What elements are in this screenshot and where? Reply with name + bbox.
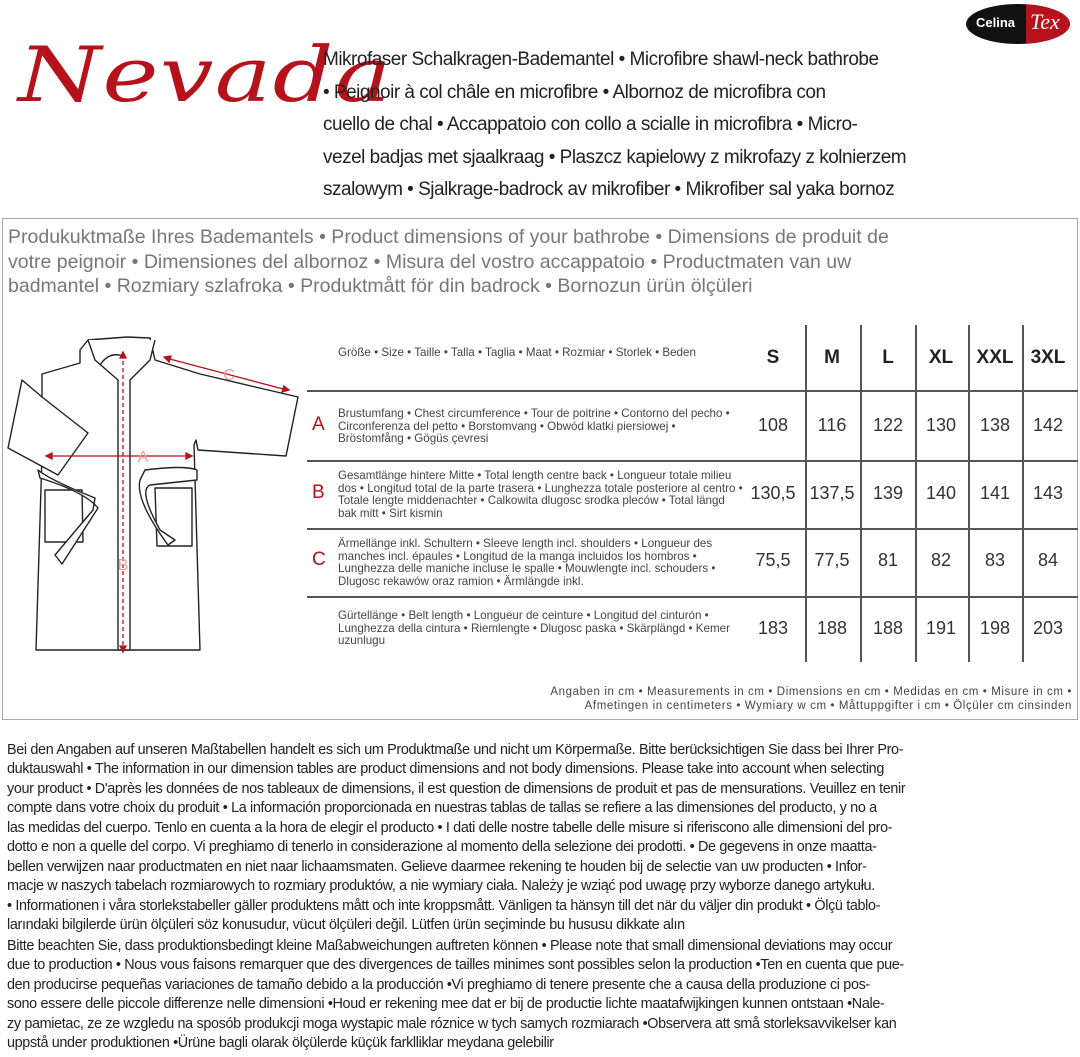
text-line: Mikrofaser Schalkragen-Bademantel • Microfibre shawl-neck bathrobe: [323, 49, 879, 70]
text-line: sono essere delle piccole differenze nelle dimensioni •Houd er rekening mee dat er bij de productie lichte maatafwijkingen kunnen ontstaan •Nale-: [7, 996, 885, 1013]
size-header-s: S: [766, 347, 780, 368]
row-letter-a: A: [312, 414, 325, 435]
text-line: Afmetingen in centimeters • Wymiary w cm • Måttuppgifter i cm • Ölçüler cm cinsinden: [584, 699, 1072, 712]
text-line: due to production • Nous vous faisons remarquer que des divergences de tailles minimes sont possibles selon la production •Ten en cuenta que pue-: [7, 957, 904, 974]
text-line: • Informationen i våra storlekstabeller gäller produktens mått och inte kroppsmått. Vänligen ta hänsyn till det när du väljer din produkt • Ölçü tablo-: [7, 897, 881, 914]
text-line: your product • D'après les données de nos tableaux de dimensions, il est question de dimensions de produit et pas de mensurations. Veuillez en tenir: [7, 780, 906, 797]
text-line: badmantel • Rozmiary szlafroka • Produktmått för din badrock • Bornozun ürün ölçüleri: [8, 275, 753, 297]
product-name-logo: Nevada: [18, 30, 393, 119]
row-label: Gesamtlänge hintere Mitte • Total length centre back • Longueur totale milieu dos • Longitud total de la parte trasera • Lunghezza totale posteriore al centro • Totale lengte middenachter • Calkowita dlugosc srodka pleców • Total längd bak mitt • Sirt kismin: [338, 469, 743, 520]
table-cell: 137,5: [809, 483, 855, 503]
size-header-xxl: XXL: [976, 347, 1014, 368]
table-cell: 130,5: [750, 483, 796, 503]
row-label: Ärmellänge inkl. Schultern • Sleeve length incl. shoulders • Longueur des manches incl. épaules • Longitud de la manga incluidos los hombros • Lunghezza delle maniche incluse le spalle • Mouwlengte incl. schouders • Dlugosc rekawów oraz ramion • Ärmlängde inkl.: [338, 537, 716, 588]
row-divider: [307, 460, 1078, 462]
row-letter-b: B: [312, 482, 325, 503]
text-line: dotto e non a quelle del corpo. Vi preghiamo di tenerlo in considerazione al momento della selezione dei prodotti. • De gegevens in onze maatta-: [7, 839, 877, 856]
text-line: cuello de chal • Accappatoio con collo a scialle in microfibra • Micro-: [323, 114, 858, 136]
table-cell: 116: [817, 415, 847, 435]
table-cell: 188: [816, 618, 848, 638]
table-cell: 183: [757, 618, 789, 638]
diagram-label-c: C: [223, 367, 235, 384]
brand-logo-text-2: Tex: [1030, 9, 1060, 34]
brand-logo-text-1: Celina: [976, 15, 1016, 30]
table-cell: 82: [930, 550, 952, 570]
text-line: • Peignoir à col châle en microfibre • Albornoz de microfibra con: [323, 81, 826, 103]
table-cell: 108: [757, 415, 789, 435]
diagram-label-b: B: [117, 557, 129, 574]
row-divider: [307, 528, 1078, 530]
text-line: bellen verwijzen naar productmaten en niet naar lichaamsmaten. Gelieve daarmee rekening te houden bij de selectie van uw producten • Infor-: [7, 858, 867, 875]
table-cell: 141: [979, 483, 1011, 503]
table-cell: 81: [877, 550, 899, 570]
table-cell: 84: [1037, 550, 1059, 570]
row-divider: [307, 390, 1078, 392]
text-line: zy pamietac, ze ze wzgledu na sposób produkcji moga wystapic male róznice w tych samych rozmiarach •Observera att små storleksavvikelser kan: [7, 1015, 897, 1032]
diagram-label-a: A: [137, 449, 149, 466]
text-line: compte dans votre choix du produit • La información proporcionada en nuestras tablas de tallas se refiere a las dimensiones del producto, y no a: [7, 800, 877, 817]
text-line: Angaben in cm • Measurements in cm • Dimensions en cm • Medidas en cm • Misure in cm •: [550, 686, 1072, 698]
production-deviation-note: [7, 937, 904, 1054]
text-line: szalowym • Sjalkrage-badrock av mikrofiber • Mikrofiber sal yaka bornoz: [323, 179, 895, 201]
text-line: las medidas del cuerpo. Tenlo en cuenta a la hora de elegir el producto • I dati delle nostre tabelle delle misure si riferiscono alle dimensioni del pro-: [7, 819, 893, 836]
table-cell: 122: [872, 415, 904, 435]
row-divider: [307, 596, 1078, 598]
size-header-m: M: [824, 347, 840, 368]
text-line: larındaki bilgilerde ürün ölçüleri söz konusudur, vücut ölçüleri değil. Lütfen ürün seçiminde bu hususu dikkate alın: [7, 917, 685, 934]
table-cell: 198: [979, 618, 1011, 638]
product-dimensions-note: [7, 741, 905, 936]
bathrobe-diagram: [0, 320, 310, 660]
size-header-l: L: [882, 347, 894, 368]
table-cell: 191: [925, 618, 957, 638]
table-cell: 75,5: [755, 550, 791, 570]
brand-logo: [966, 4, 1070, 44]
text-line: vezel badjas met sjaalkraag • Plaszcz kapielowy z mikrofazy z kolnierzem: [323, 146, 907, 168]
product-description: [323, 44, 906, 207]
dimensions-heading: [8, 225, 889, 299]
units-note: [550, 686, 1072, 714]
size-header-xl: XL: [928, 347, 954, 368]
size-header-3xl: 3XL: [1030, 347, 1066, 368]
text-line: macje w naszych tabelach rozmiarowych to rozmiary produktów, a nie wymiary ciała. Należy je wziąć pod uwagę przy wyborze danego artykułu.: [7, 878, 875, 895]
text-line: den producirse pequeñas variaciones de tamaño debido a la producción •Vi preghiamo di tenere presente che a causa della produzione ci pos-: [7, 976, 870, 993]
table-cell: 188: [872, 618, 904, 638]
text-line: Bei den Angaben auf unseren Maßtabellen handelt es sich um Produktmaße und nicht um Körpermaße. Bitte berücksichtigen Sie dass bei Ihrer Pro-: [7, 742, 904, 758]
table-cell: 143: [1032, 483, 1064, 503]
size-header-label: Größe • Size • Taille • Talla • Taglia • Maat • Rozmiar • Storlek • Beden: [338, 346, 696, 359]
text-line: uppstå under produktionen •Ürüne bagli olarak ölçülerde küçük farklliklar meydana gelebilir: [7, 1035, 554, 1052]
text-line: Produkuktmaße Ihres Bademantels • Product dimensions of your bathrobe • Dimensions de produit de: [8, 226, 889, 248]
table-cell: 203: [1032, 618, 1064, 638]
table-cell: 140: [925, 483, 957, 503]
table-cell: 130: [925, 415, 957, 435]
table-cell: 138: [979, 415, 1011, 435]
table-cell: 142: [1032, 415, 1064, 435]
row-letter-c: C: [312, 549, 326, 570]
table-cell: 83: [984, 550, 1006, 570]
table-cell: 77,5: [814, 550, 850, 570]
text-line: votre peignoir • Dimensiones del albornoz • Misura del vostro accappatoio • Productmaten van uw: [8, 250, 852, 273]
row-label: Brustumfang • Chest circumference • Tour de poitrine • Contorno del pecho • Circonferenza del petto • Borstomvang • Obwód klatki piersiowej • Bröstomfång • Gögüs çevresi: [338, 407, 730, 446]
text-line: Bitte beachten Sie, dass produktionsbedingt kleine Maßabweichungen auftreten können • Please note that small dimensional deviations may occur: [7, 938, 893, 954]
text-line: duktauswahl • The information in our dimension tables are product dimensions and not body dimensions. Please take into account when selecting: [7, 761, 884, 778]
row-label: Gürtellänge • Belt length • Longueur de ceinture • Longitud del cinturón • Lunghezza della cintura • Riemlengte • Dlugosc paska • Skärplängd • Kemer uzunlugu: [338, 609, 730, 648]
table-cell: 139: [872, 483, 904, 503]
